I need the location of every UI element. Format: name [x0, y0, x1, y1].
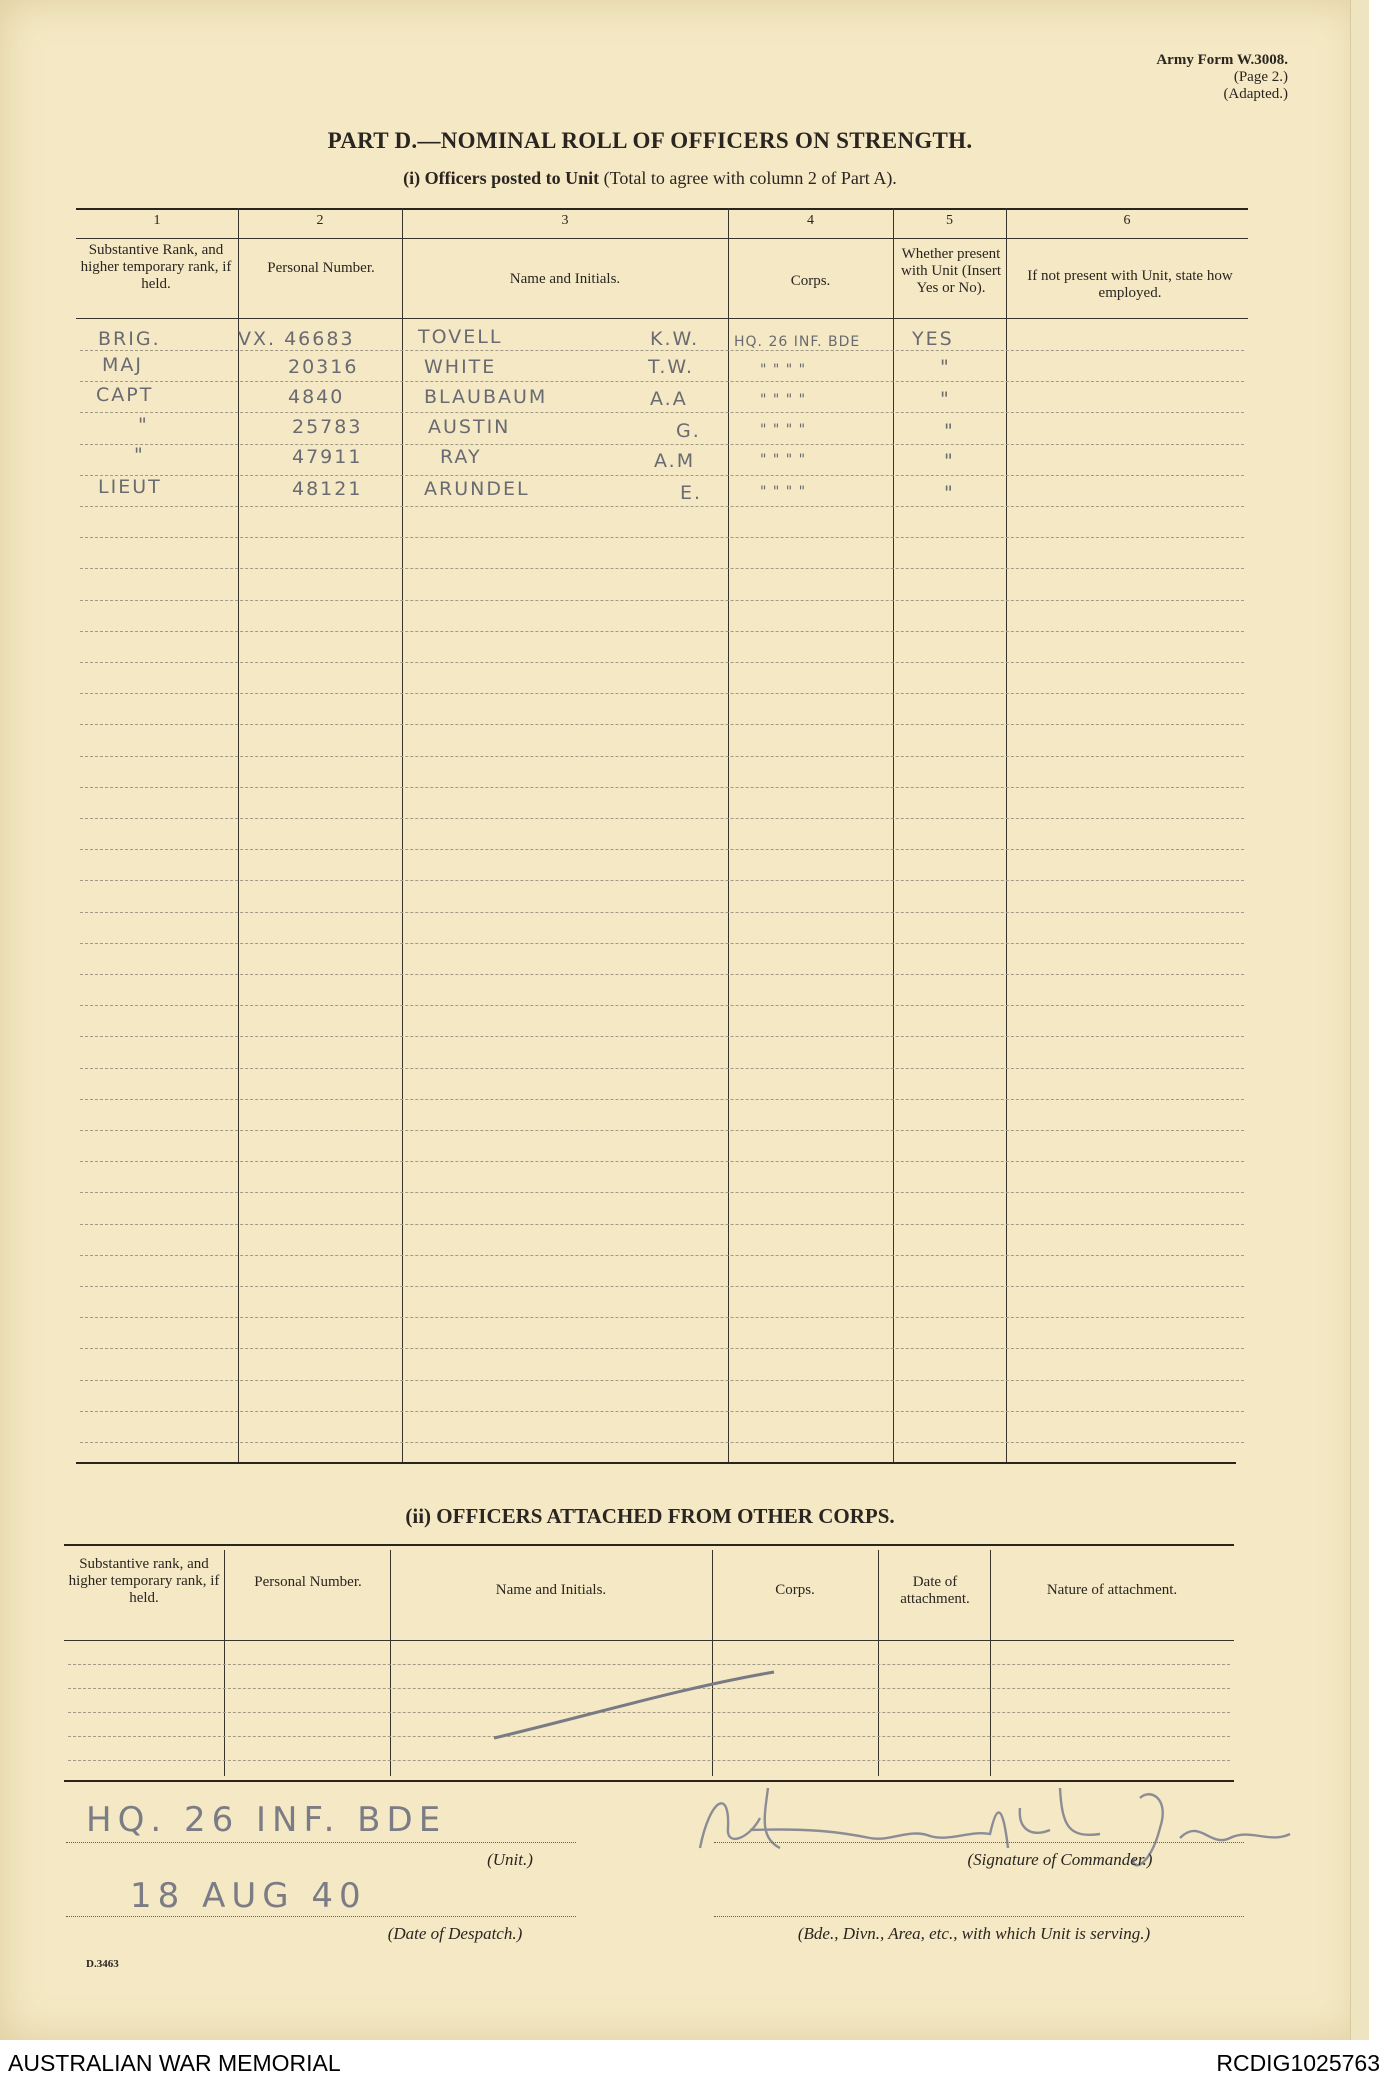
- ruled-line: [80, 1380, 1244, 1381]
- ruled-line: [80, 724, 1244, 725]
- strike-through-line: [490, 1666, 780, 1746]
- table2-divider-1: [224, 1550, 225, 1776]
- ruled-line: [80, 475, 1244, 476]
- col-divider-3: [728, 208, 729, 1462]
- ruled-line: [80, 756, 1244, 757]
- ruled-line: [80, 568, 1244, 569]
- ruled-line: [80, 1286, 1244, 1287]
- ruled-line: [68, 1664, 1230, 1665]
- cell-initials: A.A: [650, 388, 688, 410]
- ruled-line: [80, 974, 1244, 975]
- header-rule: [76, 318, 1248, 319]
- ruled-line: [80, 693, 1244, 694]
- cell-corps: HQ. 26 INF. BDE: [734, 334, 861, 350]
- subtitle-rest: (Total to agree with column 2 of Part A).: [603, 168, 897, 188]
- cell-corps: " " " ": [760, 422, 807, 438]
- ruled-line: [80, 1255, 1244, 1256]
- ruled-line: [80, 350, 1244, 351]
- ruled-line: [80, 849, 1244, 850]
- page-edge: [1350, 0, 1369, 2040]
- table2-top-rule: [64, 1544, 1234, 1546]
- header2-nature: Nature of attachment.: [1046, 1582, 1178, 1598]
- ruled-line: [80, 787, 1244, 788]
- cell-corps: " " " ": [760, 484, 807, 500]
- header-personal-number: Personal Number.: [267, 260, 375, 276]
- header-corps: Corps.: [790, 273, 831, 289]
- header-present: Whether present with Unit (Insert Yes or No).: [901, 246, 1001, 296]
- ruled-line: [80, 631, 1244, 632]
- table-top-rule: [76, 208, 1248, 210]
- ruled-line: [80, 600, 1244, 601]
- header-name: Name and Initials.: [509, 271, 621, 287]
- cell-rank: CAPT: [96, 384, 154, 406]
- table2-divider-4: [878, 1550, 879, 1776]
- cell-initials: K.W.: [650, 328, 700, 350]
- ruled-line: [80, 1411, 1244, 1412]
- cell-name: WHITE: [424, 356, 497, 378]
- page-title: PART D.—NOMINAL ROLL OF OFFICERS ON STRENGTH.: [327, 128, 973, 153]
- cell-rank: ": [134, 444, 145, 466]
- cell-rank: BRIG.: [98, 328, 161, 350]
- header2-corps: Corps.: [775, 1582, 815, 1598]
- column-number: 4: [807, 213, 814, 228]
- ruled-line: [80, 506, 1244, 507]
- formation-line: [714, 1916, 1244, 1917]
- cell-rank: MAJ: [102, 354, 143, 376]
- date-caption: (Date of Despatch.): [387, 1924, 523, 1943]
- ruled-line: [80, 880, 1244, 881]
- form-page: (Page 2.): [1233, 69, 1288, 85]
- formation-caption: (Bde., Divn., Area, etc., with which Unit is serving.): [797, 1924, 1151, 1943]
- ruled-line: [80, 818, 1244, 819]
- cell-initials: T.W.: [648, 356, 695, 378]
- ruled-line: [80, 1068, 1244, 1069]
- ruled-line: [80, 537, 1244, 538]
- col-divider-5: [1006, 208, 1007, 1462]
- credit-right: RCDIG1025763: [1216, 2050, 1380, 2076]
- numbers-rule: [76, 238, 1248, 239]
- header2-rank: Substantive rank, and higher temporary rank, if held.: [68, 1556, 220, 1606]
- col-divider-4: [893, 208, 894, 1462]
- ruled-line: [80, 662, 1244, 663]
- cell-number: 48121: [292, 478, 363, 500]
- cell-initials: E.: [680, 482, 703, 504]
- cell-present: ": [944, 420, 955, 442]
- header2-name: Name and Initials.: [495, 1582, 607, 1598]
- form-note: (Adapted.): [1223, 86, 1288, 102]
- unit-caption: (Unit.): [487, 1850, 533, 1869]
- column-number: 5: [946, 213, 953, 228]
- cell-name: RAY: [440, 446, 482, 468]
- cell-initials: G.: [676, 420, 701, 442]
- cell-number: 20316: [288, 356, 359, 378]
- ruled-line: [80, 1317, 1244, 1318]
- cell-name: AUSTIN: [428, 416, 511, 438]
- ruled-line: [80, 444, 1244, 445]
- form-reference: [1156, 52, 1288, 103]
- cell-number: 4840: [288, 386, 345, 408]
- cell-number: VX. 46683: [238, 328, 355, 350]
- subtitle-bold: (i) Officers posted to Unit: [403, 168, 600, 188]
- ruled-line: [80, 1130, 1244, 1131]
- cell-name: BLAUBAUM: [424, 386, 548, 408]
- table2-header-rule: [64, 1640, 1234, 1641]
- cell-present: ": [940, 356, 951, 378]
- ruled-line: [68, 1760, 1230, 1761]
- ruled-line: [80, 1192, 1244, 1193]
- ruled-line: [80, 381, 1244, 382]
- ruled-line: [80, 943, 1244, 944]
- ruled-line: [80, 1099, 1244, 1100]
- header-how-employed: If not present with Unit, state how employed.: [1027, 268, 1233, 301]
- ruled-line: [80, 412, 1244, 413]
- cell-corps: " " " ": [760, 392, 807, 408]
- section-ii-title: (ii) OFFICERS ATTACHED FROM OTHER CORPS.: [405, 1504, 895, 1528]
- column-number: 6: [1123, 213, 1131, 228]
- cell-number: 25783: [292, 416, 363, 438]
- column-number: 2: [316, 213, 324, 228]
- date-value: 18 AUG 40: [130, 1876, 367, 1916]
- cell-number: 47911: [292, 446, 363, 468]
- cell-present: ": [940, 388, 951, 410]
- cell-rank: ": [138, 414, 149, 436]
- ruled-line: [80, 1005, 1244, 1006]
- col-divider-1: [238, 208, 239, 1462]
- header-rank: Substantive Rank, and higher temporary rank, if held.: [80, 242, 232, 292]
- signature-caption: (Signature of Commander.): [967, 1850, 1153, 1869]
- form-number: Army Form W.3008.: [1156, 52, 1288, 68]
- cell-present: ": [944, 482, 955, 504]
- ruled-line: [80, 1161, 1244, 1162]
- ruled-line: [80, 1224, 1244, 1225]
- cell-name: ARUNDEL: [424, 478, 530, 500]
- cell-initials: A.M: [654, 450, 696, 472]
- cell-corps: " " " ": [760, 362, 807, 378]
- table-bottom-rule: [76, 1462, 1236, 1464]
- ruled-line: [80, 1348, 1244, 1349]
- cell-present: YES: [912, 328, 954, 350]
- unit-line: [66, 1842, 576, 1843]
- cell-present: ": [944, 450, 955, 472]
- cell-rank: LIEUT: [98, 476, 162, 498]
- header2-date: Date of attachment.: [900, 1574, 970, 1607]
- ruled-line: [80, 1442, 1244, 1443]
- ruled-line: [80, 1036, 1244, 1037]
- header2-personal-number: Personal Number.: [254, 1574, 362, 1590]
- unit-value: HQ. 26 INF. BDE: [86, 1800, 447, 1840]
- cell-name: TOVELL: [418, 326, 503, 348]
- ruled-line: [80, 912, 1244, 913]
- date-line: [66, 1916, 576, 1917]
- cell-corps: " " " ": [760, 452, 807, 468]
- page-subtitle: [0, 168, 1300, 189]
- column-number: 1: [153, 213, 161, 228]
- print-reference: D.3463: [86, 1958, 119, 1970]
- credit-left: AUSTRALIAN WAR MEMORIAL: [8, 2050, 341, 2076]
- signature-line: [714, 1842, 1244, 1843]
- column-number: 3: [561, 213, 569, 228]
- col-divider-2: [402, 208, 403, 1462]
